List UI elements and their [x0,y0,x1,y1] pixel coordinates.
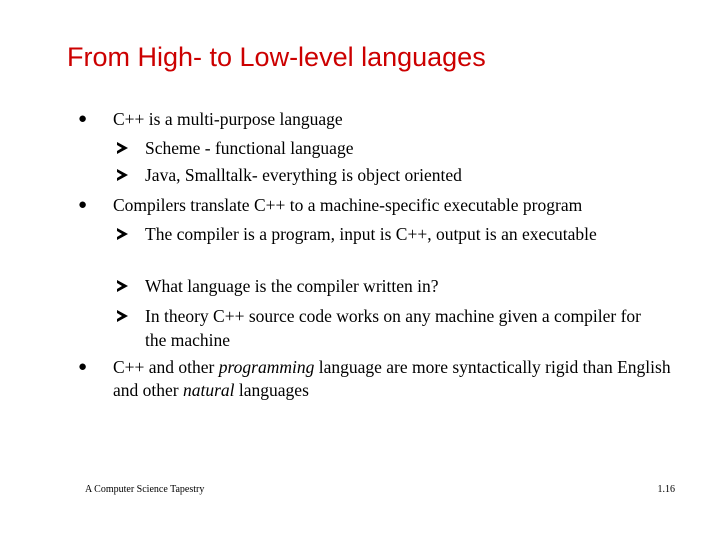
bullet-text-part: languages [234,380,309,400]
bullet-text [113,357,671,400]
sub-bullet-text: In theory C++ source code works on any machine given a compiler for the machine [145,306,641,350]
sub-bullet-item [145,305,645,352]
emphasis-programming: programming [218,357,315,377]
bullet-text-part: language are more syntactically rigid than English and other [113,357,671,400]
bullet-item [78,194,703,217]
arrow-bullet-icon [117,310,128,322]
bullet-item [78,356,693,402]
bullet-text: C++ is a multi-purpose language [113,109,343,129]
slide-title: From High- to Low-level languages [67,42,486,72]
footer-course-name: A Computer Science Tapestry [85,484,205,495]
arrow-bullet-icon [117,228,128,240]
sub-bullet-item [145,275,690,299]
sub-bullet-item [145,137,690,161]
arrow-bullet-icon [117,169,128,181]
sub-bullet-text: Java, Smalltalk- everything is object oriented [145,165,462,185]
sub-bullet-item [145,164,690,188]
sub-bullet-text: The compiler is a program, input is C++, output is an executable [145,224,597,244]
footer-slide-number: 1.16 [657,484,675,495]
bullet-dot-icon: ● [78,111,88,127]
bullet-text: Compilers translate C++ to a machine-specific executable program [113,195,583,215]
bullet-text-part: C++ and other [113,357,219,377]
bullet-dot-icon: ● [78,359,88,375]
sub-bullet-item [145,223,645,247]
bullet-dot-icon: ● [78,197,88,213]
bullet-item [78,108,703,131]
arrow-bullet-icon [117,280,128,292]
sub-bullet-text: What language is the compiler written in? [145,276,439,296]
sub-bullet-text: Scheme - functional language [145,138,354,158]
arrow-bullet-icon [117,142,128,154]
emphasis-natural: natural [182,380,235,400]
